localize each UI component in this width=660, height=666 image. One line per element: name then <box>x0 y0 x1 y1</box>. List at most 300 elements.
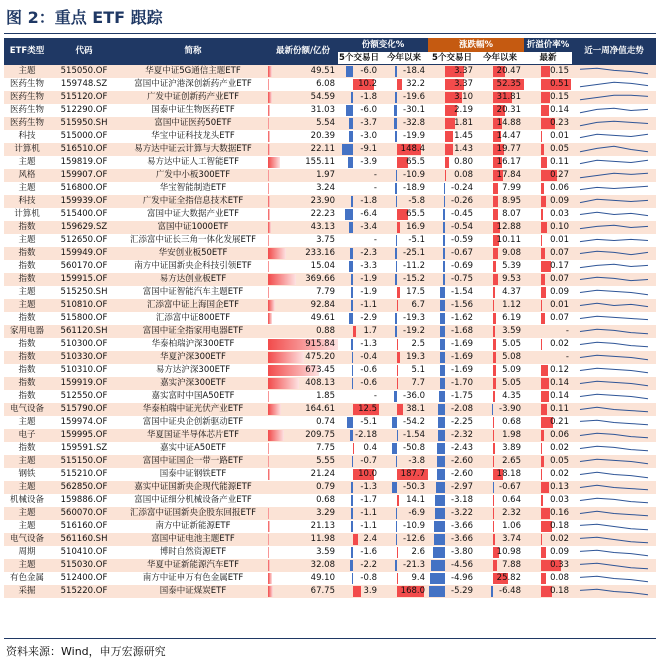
cell-share-value: 1.85 <box>316 391 335 401</box>
table-row <box>4 273 656 286</box>
cell-share-5d-value: -3.0 <box>360 131 377 141</box>
cell-premium-bar <box>541 482 549 493</box>
cell-premium <box>524 299 572 312</box>
cell-premium-value: 0.02 <box>550 534 569 544</box>
cell-premium <box>524 221 572 234</box>
cell-premium-value: 0.14 <box>550 105 569 115</box>
cell-share-ytd <box>380 143 428 156</box>
trend-sparkline <box>572 247 656 260</box>
cell-share-ytd-value: 14.1 <box>406 495 425 505</box>
cell-share-5d-bar <box>351 92 353 103</box>
cell-type: 主题 <box>4 507 50 520</box>
cell-price-5d <box>428 377 476 390</box>
cell-share-ytd <box>380 377 428 390</box>
cell-share-value: 3.75 <box>316 235 335 245</box>
cell-price-ytd-value: -6.48 <box>499 586 521 596</box>
cell-share-ytd-value: -5.8 <box>408 196 425 206</box>
cell-code: 159995.OF <box>50 429 118 442</box>
cell-price-ytd-value: 0.64 <box>502 495 521 505</box>
cell-premium-value: 0.12 <box>550 365 569 375</box>
cell-share-5d-bar <box>345 209 352 220</box>
cell-share-5d-value: -6.4 <box>360 209 377 219</box>
cell-price-ytd-bar <box>493 430 494 441</box>
cell-premium <box>524 143 572 156</box>
cell-premium-bar <box>541 430 545 441</box>
cell-premium <box>524 195 572 208</box>
cell-share-ytd <box>380 65 428 79</box>
cell-price-5d <box>428 182 476 195</box>
cell-code: 159949.OF <box>50 247 118 260</box>
cell-share-5d-bar <box>351 495 353 506</box>
cell-premium-value: 0.02 <box>550 469 569 479</box>
cell-share-5d-bar <box>350 248 353 259</box>
cell-price-ytd-bar <box>493 209 498 220</box>
cell-share-ytd-value: -19.3 <box>403 313 425 323</box>
cell-price-ytd-bar <box>493 261 496 272</box>
cell-price-5d-value: -1.54 <box>451 287 473 297</box>
cell-price-ytd-bar <box>493 326 495 337</box>
cell-share-5d <box>338 182 380 195</box>
cell-share-value: 22.23 <box>310 209 335 219</box>
cell-share-value: 7.75 <box>316 443 335 453</box>
cell-code: 515050.OF <box>50 65 118 79</box>
cell-price-5d <box>428 299 476 312</box>
cell-share-5d-value: - <box>373 391 377 401</box>
table-row <box>4 195 656 208</box>
cell-share-ytd-value: 32.2 <box>406 79 425 89</box>
cell-share-ytd-value: -50.3 <box>403 482 425 492</box>
cell-price-5d-value: -0.67 <box>451 248 473 258</box>
cell-price-5d-value: -0.69 <box>451 261 473 271</box>
cell-price-5d <box>428 468 476 481</box>
cell-share-ytd <box>380 299 428 312</box>
cell-share-ytd <box>380 104 428 117</box>
cell-type: 指数 <box>4 364 50 377</box>
table-row <box>4 260 656 273</box>
trend-sparkline <box>572 520 656 533</box>
cell-share-5d-bar <box>342 144 352 155</box>
cell-share-5d-bar <box>353 326 357 337</box>
cell-share-5d <box>338 546 380 559</box>
cell-share-value: 31.03 <box>310 105 335 115</box>
cell-trend <box>572 273 656 286</box>
trend-line <box>580 459 648 463</box>
trend-sparkline <box>572 390 656 403</box>
table-row <box>4 338 656 351</box>
cell-share-5d <box>338 351 380 364</box>
cell-premium-value: 0.16 <box>550 508 569 518</box>
cell-premium-value: 0.05 <box>550 456 569 466</box>
cell-share <box>268 520 338 533</box>
trend-line <box>580 433 648 437</box>
cell-price-ytd <box>476 507 524 520</box>
cell-share-ytd-bar <box>395 560 397 571</box>
cell-code: 510810.OF <box>50 299 118 312</box>
table-row <box>4 78 656 91</box>
cell-share-5d-bar <box>353 534 358 545</box>
cell-share-5d-bar <box>349 131 352 142</box>
cell-premium-bar <box>541 404 548 415</box>
cell-type: 主题 <box>4 65 50 79</box>
cell-price-5d <box>428 585 476 598</box>
cell-price-ytd-bar <box>493 378 496 389</box>
cell-share-value: 164.61 <box>305 404 335 414</box>
cell-trend <box>572 494 656 507</box>
col-share: 最新份额/亿份 <box>268 38 338 65</box>
cell-price-ytd <box>476 182 524 195</box>
cell-price-5d-value: -1.69 <box>451 339 473 349</box>
table-row <box>4 65 656 79</box>
cell-share-5d-bar <box>346 105 353 116</box>
cell-share-ytd-bar <box>392 482 396 493</box>
cell-type: 指数 <box>4 221 50 234</box>
cell-premium <box>524 468 572 481</box>
cell-share-bar <box>268 404 281 415</box>
cell-type: 主题 <box>4 234 50 247</box>
cell-share-5d <box>338 325 380 338</box>
cell-premium-value: 0.09 <box>550 287 569 297</box>
cell-price-5d-value: -2.60 <box>451 456 473 466</box>
cell-price-ytd <box>476 442 524 455</box>
cell-trend <box>572 234 656 247</box>
cell-price-ytd-value: 6.19 <box>502 313 521 323</box>
cell-trend <box>572 533 656 546</box>
table-row <box>4 455 656 468</box>
cell-price-ytd-bar <box>493 534 495 545</box>
trend-line <box>580 394 648 398</box>
cell-name: 广发中证创新药产业ETF <box>118 91 268 104</box>
cell-price-5d <box>428 351 476 364</box>
table-row <box>4 507 656 520</box>
cell-price-ytd <box>476 468 524 481</box>
cell-name: 南方中证申万有色金属ETF <box>118 572 268 585</box>
cell-price-ytd-bar <box>493 313 497 324</box>
trend-line <box>580 368 648 372</box>
cell-share <box>268 546 338 559</box>
cell-share-value: 15.04 <box>310 261 335 271</box>
cell-price-5d-value: -1.75 <box>451 391 473 401</box>
cell-price-5d-value: -3.80 <box>451 547 473 557</box>
cell-trend <box>572 247 656 260</box>
cell-price-5d <box>428 481 476 494</box>
cell-share-ytd <box>380 234 428 247</box>
cell-share-ytd <box>380 312 428 325</box>
cell-price-ytd-value: 10.98 <box>496 547 521 557</box>
cell-premium-value: - <box>565 326 569 336</box>
cell-share <box>268 351 338 364</box>
cell-share-ytd-bar <box>397 404 403 415</box>
cell-price-ytd <box>476 234 524 247</box>
cell-share-value: 3.29 <box>316 508 335 518</box>
trend-line <box>580 82 648 86</box>
trend-sparkline <box>572 572 656 585</box>
table-row <box>4 143 656 156</box>
cell-price-ytd <box>476 585 524 598</box>
cell-price-ytd-value: 5.39 <box>502 261 521 271</box>
cell-share <box>268 286 338 299</box>
cell-share-ytd-value: -50.8 <box>403 443 425 453</box>
cell-premium-bar <box>541 287 546 298</box>
cell-share-5d-value: -2.2 <box>360 560 377 570</box>
cell-price-5d-bar <box>444 183 445 194</box>
cell-share <box>268 403 338 416</box>
cell-price-5d-value: 0.80 <box>454 157 473 167</box>
cell-trend <box>572 117 656 130</box>
cell-premium-bar <box>541 339 542 350</box>
cell-price-ytd-value: 7.88 <box>502 560 521 570</box>
cell-price-ytd <box>476 208 524 221</box>
cell-type: 指数 <box>4 390 50 403</box>
cell-share-bar <box>268 521 270 532</box>
trend-line <box>580 524 648 530</box>
cell-price-ytd <box>476 260 524 273</box>
cell-name: 易方达中证云计算与大数据ETF <box>118 143 268 156</box>
cell-share-5d <box>338 442 380 455</box>
trend-line <box>580 277 648 280</box>
cell-price-5d <box>428 455 476 468</box>
cell-share-ytd-bar <box>395 313 397 324</box>
cell-share-5d <box>338 169 380 182</box>
cell-share-5d-value: -1.1 <box>360 300 377 310</box>
cell-share-ytd-bar <box>397 222 400 233</box>
cell-trend <box>572 546 656 559</box>
trend-sparkline <box>572 442 656 455</box>
cell-price-ytd <box>476 104 524 117</box>
cell-share-5d-value: 1.7 <box>363 326 377 336</box>
cell-share <box>268 572 338 585</box>
trend-line <box>580 264 648 267</box>
cell-price-5d <box>428 520 476 533</box>
cell-share-ytd-value: -11.2 <box>403 261 425 271</box>
cell-share-5d-value: -1.9 <box>360 274 377 284</box>
trend-sparkline <box>572 364 656 377</box>
cell-share-bar <box>268 300 275 311</box>
cell-type: 医药生物 <box>4 91 50 104</box>
cell-share-5d <box>338 494 380 507</box>
trend-line <box>580 290 648 294</box>
cell-share-5d <box>338 91 380 104</box>
cell-share-ytd-value: -32.8 <box>403 118 425 128</box>
cell-premium <box>524 455 572 468</box>
cell-share-5d <box>338 273 380 286</box>
cell-code: 510300.OF <box>50 338 118 351</box>
cell-price-ytd-value: 19.77 <box>496 144 521 154</box>
cell-price-5d-value: -0.59 <box>451 235 473 245</box>
col-code: 代码 <box>50 38 118 65</box>
cell-name: 华夏中证新能源汽车ETF <box>118 559 268 572</box>
cell-share-bar <box>268 573 272 584</box>
cell-share-ytd <box>380 182 428 195</box>
cell-share-ytd <box>380 351 428 364</box>
cell-share-5d-bar <box>351 547 353 558</box>
cell-code: 515950.SH <box>50 117 118 130</box>
table-row <box>4 325 656 338</box>
table-row <box>4 416 656 429</box>
cell-price-5d <box>428 364 476 377</box>
cell-price-ytd <box>476 247 524 260</box>
cell-name: 富国中证大数据产业ETF <box>118 208 268 221</box>
cell-share-value: 0.88 <box>316 326 335 336</box>
cell-price-ytd-bar <box>493 274 499 285</box>
cell-share-5d <box>338 143 380 156</box>
trend-sparkline <box>572 481 656 494</box>
cell-type: 风格 <box>4 169 50 182</box>
cell-name: 富国中证细分机械设备产业ETF <box>118 494 268 507</box>
cell-price-ytd <box>476 221 524 234</box>
cell-type: 主题 <box>4 286 50 299</box>
cell-trend <box>572 364 656 377</box>
cell-type: 指数 <box>4 273 50 286</box>
trend-sparkline <box>572 104 656 117</box>
cell-price-ytd-bar <box>493 300 494 311</box>
table-row <box>4 91 656 104</box>
cell-share <box>268 325 338 338</box>
table-row <box>4 299 656 312</box>
figure-title: 图 2：重点 ETF 跟踪 <box>6 8 163 27</box>
cell-share <box>268 208 338 221</box>
cell-premium <box>524 559 572 572</box>
cell-share-5d <box>338 338 380 351</box>
cell-code: 560070.OF <box>50 507 118 520</box>
cell-share-5d-value: -3.4 <box>360 222 377 232</box>
cell-price-5d-bar <box>440 378 445 389</box>
cell-trend <box>572 65 656 79</box>
trend-line <box>580 329 648 333</box>
cell-price-ytd-value: 3.59 <box>502 326 521 336</box>
cell-share <box>268 559 338 572</box>
cell-name: 富国中证国企一带一路ETF <box>118 455 268 468</box>
cell-price-ytd-value: 3.89 <box>502 443 521 453</box>
cell-share-5d <box>338 78 380 91</box>
cell-price-5d-bar <box>431 560 445 571</box>
trend-line <box>580 355 648 359</box>
cell-name: 富国中证1000ETF <box>118 221 268 234</box>
cell-premium-value: 0.17 <box>550 261 569 271</box>
cell-trend <box>572 403 656 416</box>
cell-price-ytd <box>476 312 524 325</box>
cell-share-ytd <box>380 403 428 416</box>
cell-price-ytd <box>476 65 524 79</box>
cell-premium-value: 0.18 <box>550 586 569 596</box>
cell-share-value: 22.11 <box>310 144 335 154</box>
cell-share-bar <box>268 274 296 285</box>
cell-share-value: 54.59 <box>310 92 335 102</box>
table-row <box>4 286 656 299</box>
cell-price-ytd <box>476 169 524 182</box>
cell-price-5d-value: -2.25 <box>451 417 473 427</box>
cell-trend <box>572 468 656 481</box>
cell-trend <box>572 260 656 273</box>
cell-share-ytd-value: -25.1 <box>403 248 425 258</box>
cell-share-5d-value: -2.3 <box>360 248 377 258</box>
cell-share-value: 673.45 <box>305 365 335 375</box>
cell-price-5d-bar <box>430 573 445 584</box>
cell-trend <box>572 182 656 195</box>
cell-name: 富国中证智能汽车主题ETF <box>118 286 268 299</box>
cell-share-bar <box>268 144 270 155</box>
cell-share-bar <box>268 131 270 142</box>
cell-price-5d <box>428 429 476 442</box>
trend-sparkline <box>572 117 656 130</box>
cell-type: 主题 <box>4 559 50 572</box>
cell-price-ytd-value: 7.99 <box>502 183 521 193</box>
cell-price-ytd-value: 8.07 <box>502 209 521 219</box>
cell-share-5d <box>338 156 380 169</box>
cell-share-5d-bar <box>353 443 354 454</box>
trend-line <box>580 407 648 411</box>
cell-name: 华夏沪深300ETF <box>118 351 268 364</box>
cell-share-5d-value: -1.9 <box>360 287 377 297</box>
cell-share-5d-bar <box>353 586 361 597</box>
cell-share-value: 21.13 <box>310 521 335 531</box>
table-row <box>4 468 656 481</box>
cell-code: 516160.OF <box>50 520 118 533</box>
cell-price-ytd-value: 16.17 <box>496 157 521 167</box>
cell-price-ytd-value: 14.47 <box>496 131 521 141</box>
cell-name: 广发中小板300ETF <box>118 169 268 182</box>
cell-share-bar <box>268 261 269 272</box>
cell-premium-value: 0.07 <box>550 274 569 284</box>
cell-premium <box>524 117 572 130</box>
cell-premium-value: 0.01 <box>550 131 569 141</box>
cell-premium-bar <box>541 105 549 116</box>
cell-share-bar <box>268 443 269 454</box>
cell-share-5d <box>338 572 380 585</box>
cell-share-value: 21.24 <box>310 469 335 479</box>
cell-premium <box>524 104 572 117</box>
cell-price-ytd-value: 0.68 <box>502 417 521 427</box>
cell-share-ytd <box>380 208 428 221</box>
cell-trend <box>572 208 656 221</box>
cell-share-ytd-bar <box>397 79 402 90</box>
cell-share-5d-value: -0.8 <box>360 573 377 583</box>
cell-price-5d-value: -3.66 <box>451 534 473 544</box>
cell-share-ytd-value: 5.1 <box>411 365 425 375</box>
cell-premium-bar <box>541 443 542 454</box>
cell-price-5d-bar <box>440 300 445 311</box>
cell-type: 指数 <box>4 377 50 390</box>
cell-share-ytd-value: 168.0 <box>400 586 425 596</box>
cell-share-ytd-value: -54.2 <box>403 417 425 427</box>
trend-sparkline <box>572 429 656 442</box>
cell-share-value: 92.84 <box>310 300 335 310</box>
cell-code: 515210.OF <box>50 468 118 481</box>
cell-premium-value: 0.02 <box>550 443 569 453</box>
cell-share-ytd <box>380 286 428 299</box>
cell-price-5d <box>428 91 476 104</box>
trend-line <box>580 95 648 99</box>
cell-price-5d <box>428 104 476 117</box>
cell-premium-value: 0.11 <box>550 157 569 167</box>
cell-trend <box>572 78 656 91</box>
cell-share-value: 20.39 <box>310 131 335 141</box>
cell-price-ytd-value: 1.06 <box>502 521 521 531</box>
trend-sparkline <box>572 468 656 481</box>
cell-share-ytd-value: 19.3 <box>406 352 425 362</box>
cell-price-ytd <box>476 325 524 338</box>
cell-price-ytd <box>476 429 524 442</box>
cell-code: 562850.OF <box>50 481 118 494</box>
cell-trend <box>572 325 656 338</box>
cell-premium <box>524 533 572 546</box>
cell-name: 富国中证沪港深创新药产业ETF <box>118 78 268 91</box>
cell-price-ytd-value: 4.35 <box>502 391 521 401</box>
cell-share <box>268 468 338 481</box>
cell-price-5d <box>428 143 476 156</box>
cell-share-5d-bar <box>349 118 353 129</box>
cell-share-ytd-value: -15.2 <box>403 274 425 284</box>
cell-premium-bar <box>541 313 545 324</box>
